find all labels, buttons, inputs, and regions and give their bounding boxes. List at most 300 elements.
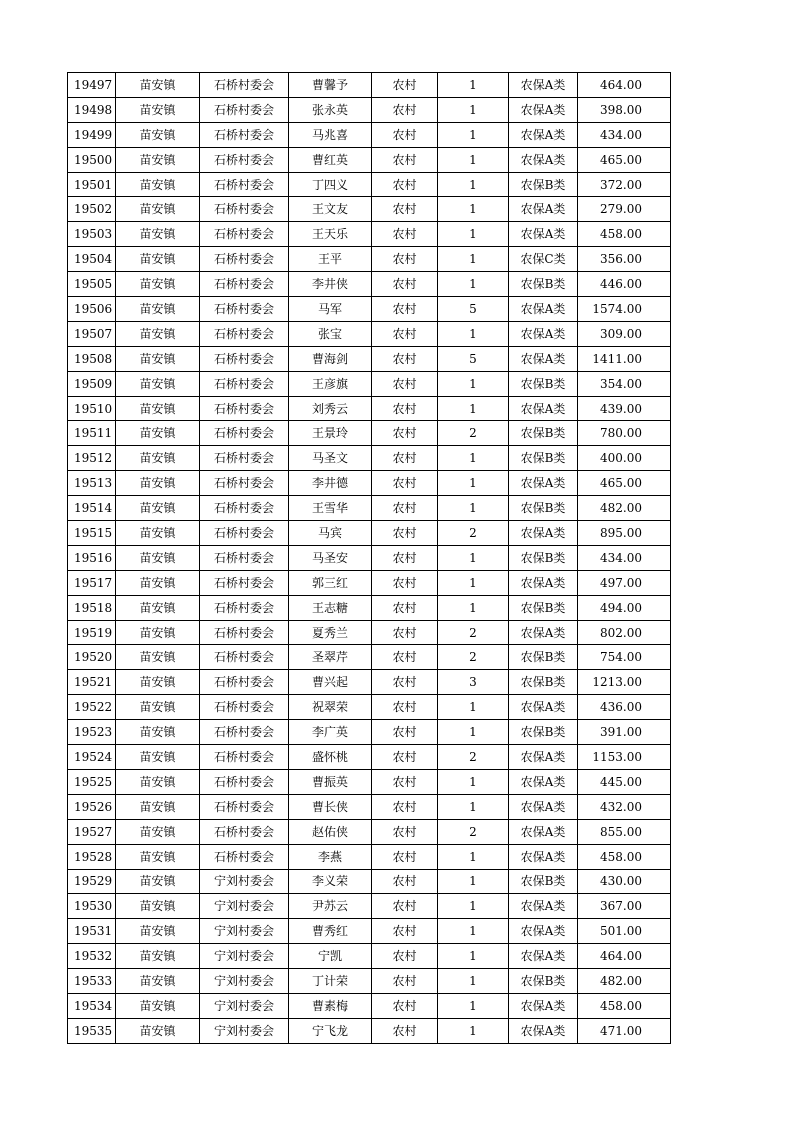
household-type-cell: 农村: [372, 620, 438, 645]
amount-cell: 372.00: [578, 172, 671, 197]
household-type-cell: 农村: [372, 421, 438, 446]
name-cell: 王文友: [289, 197, 372, 222]
table-row: [68, 122, 671, 147]
amount-cell: 501.00: [578, 919, 671, 944]
record-id-cell: 19525: [68, 769, 116, 794]
name-cell: 王志糖: [289, 595, 372, 620]
household-type-cell: 农村: [372, 172, 438, 197]
record-id-cell: 19521: [68, 670, 116, 695]
town-cell: 苗安镇: [116, 73, 200, 98]
town-cell: 苗安镇: [116, 421, 200, 446]
name-cell: 宁凯: [289, 944, 372, 969]
household-type-cell: 农村: [372, 272, 438, 297]
insurance-category-cell: 农保B类: [509, 720, 578, 745]
town-cell: 苗安镇: [116, 122, 200, 147]
name-cell: 马军: [289, 297, 372, 322]
amount-cell: 445.00: [578, 769, 671, 794]
table-row: [68, 371, 671, 396]
village-committee-cell: 石桥村委会: [200, 844, 289, 869]
record-id-cell: 19503: [68, 222, 116, 247]
village-committee-cell: 石桥村委会: [200, 272, 289, 297]
person-count-cell: 1: [438, 396, 509, 421]
amount-cell: 802.00: [578, 620, 671, 645]
table-row: [68, 769, 671, 794]
insurance-category-cell: 农保A类: [509, 521, 578, 546]
village-committee-cell: 石桥村委会: [200, 122, 289, 147]
town-cell: 苗安镇: [116, 919, 200, 944]
name-cell: 曹秀红: [289, 919, 372, 944]
record-id-cell: 19533: [68, 969, 116, 994]
amount-cell: 464.00: [578, 944, 671, 969]
insurance-category-cell: 农保B类: [509, 670, 578, 695]
person-count-cell: 1: [438, 496, 509, 521]
record-id-cell: 19508: [68, 346, 116, 371]
person-count-cell: 1: [438, 172, 509, 197]
record-id-cell: 19517: [68, 570, 116, 595]
household-type-cell: 农村: [372, 844, 438, 869]
record-id-cell: 19507: [68, 321, 116, 346]
household-type-cell: 农村: [372, 371, 438, 396]
record-id-cell: 19519: [68, 620, 116, 645]
name-cell: 丁计荣: [289, 969, 372, 994]
table-row: [68, 844, 671, 869]
insurance-category-cell: 农保A类: [509, 73, 578, 98]
person-count-cell: 1: [438, 122, 509, 147]
village-committee-cell: 石桥村委会: [200, 496, 289, 521]
insurance-category-cell: 农保B类: [509, 272, 578, 297]
village-committee-cell: 宁刘村委会: [200, 944, 289, 969]
name-cell: 李井侠: [289, 272, 372, 297]
amount-cell: 1574.00: [578, 297, 671, 322]
insurance-category-cell: 农保A类: [509, 122, 578, 147]
town-cell: 苗安镇: [116, 720, 200, 745]
amount-cell: 436.00: [578, 695, 671, 720]
record-id-cell: 19498: [68, 97, 116, 122]
record-id-cell: 19530: [68, 894, 116, 919]
town-cell: 苗安镇: [116, 396, 200, 421]
town-cell: 苗安镇: [116, 969, 200, 994]
name-cell: 李井德: [289, 471, 372, 496]
person-count-cell: 1: [438, 869, 509, 894]
amount-cell: 439.00: [578, 396, 671, 421]
name-cell: 圣翠芹: [289, 645, 372, 670]
person-count-cell: 3: [438, 670, 509, 695]
name-cell: 王景玲: [289, 421, 372, 446]
name-cell: 宁飞龙: [289, 1018, 372, 1043]
village-committee-cell: 石桥村委会: [200, 421, 289, 446]
village-committee-cell: 石桥村委会: [200, 769, 289, 794]
insurance-category-cell: 农保A类: [509, 993, 578, 1018]
town-cell: 苗安镇: [116, 869, 200, 894]
village-committee-cell: 石桥村委会: [200, 545, 289, 570]
amount-cell: 309.00: [578, 321, 671, 346]
town-cell: 苗安镇: [116, 819, 200, 844]
person-count-cell: 5: [438, 297, 509, 322]
insurance-category-cell: 农保A类: [509, 794, 578, 819]
record-id-cell: 19515: [68, 521, 116, 546]
table-row: [68, 969, 671, 994]
person-count-cell: 1: [438, 321, 509, 346]
person-count-cell: 2: [438, 620, 509, 645]
insurance-category-cell: 农保A类: [509, 844, 578, 869]
person-count-cell: 1: [438, 222, 509, 247]
town-cell: 苗安镇: [116, 944, 200, 969]
village-committee-cell: 石桥村委会: [200, 247, 289, 272]
relief-roster-table: [67, 72, 671, 1044]
name-cell: 张宝: [289, 321, 372, 346]
household-type-cell: 农村: [372, 446, 438, 471]
insurance-category-cell: 农保A类: [509, 620, 578, 645]
record-id-cell: 19524: [68, 745, 116, 770]
record-id-cell: 19510: [68, 396, 116, 421]
village-committee-cell: 石桥村委会: [200, 471, 289, 496]
village-committee-cell: 石桥村委会: [200, 620, 289, 645]
table-row: [68, 197, 671, 222]
amount-cell: 1411.00: [578, 346, 671, 371]
record-id-cell: 19523: [68, 720, 116, 745]
village-committee-cell: 石桥村委会: [200, 446, 289, 471]
town-cell: 苗安镇: [116, 695, 200, 720]
town-cell: 苗安镇: [116, 446, 200, 471]
village-committee-cell: 宁刘村委会: [200, 1018, 289, 1043]
amount-cell: 354.00: [578, 371, 671, 396]
amount-cell: 446.00: [578, 272, 671, 297]
amount-cell: 434.00: [578, 545, 671, 570]
household-type-cell: 农村: [372, 346, 438, 371]
person-count-cell: 1: [438, 695, 509, 720]
name-cell: 王天乐: [289, 222, 372, 247]
insurance-category-cell: 农保A类: [509, 819, 578, 844]
town-cell: 苗安镇: [116, 521, 200, 546]
name-cell: 马圣文: [289, 446, 372, 471]
table-row: [68, 670, 671, 695]
insurance-category-cell: 农保B类: [509, 446, 578, 471]
person-count-cell: 2: [438, 819, 509, 844]
town-cell: 苗安镇: [116, 172, 200, 197]
person-count-cell: 2: [438, 645, 509, 670]
amount-cell: 497.00: [578, 570, 671, 595]
household-type-cell: 农村: [372, 122, 438, 147]
insurance-category-cell: 农保B类: [509, 545, 578, 570]
amount-cell: 482.00: [578, 969, 671, 994]
village-committee-cell: 宁刘村委会: [200, 969, 289, 994]
town-cell: 苗安镇: [116, 272, 200, 297]
person-count-cell: 1: [438, 919, 509, 944]
record-id-cell: 19518: [68, 595, 116, 620]
household-type-cell: 农村: [372, 720, 438, 745]
person-count-cell: 1: [438, 471, 509, 496]
insurance-category-cell: 农保A类: [509, 919, 578, 944]
amount-cell: 464.00: [578, 73, 671, 98]
village-committee-cell: 宁刘村委会: [200, 993, 289, 1018]
household-type-cell: 农村: [372, 197, 438, 222]
amount-cell: 1213.00: [578, 670, 671, 695]
table-row: [68, 1018, 671, 1043]
town-cell: 苗安镇: [116, 595, 200, 620]
village-committee-cell: 石桥村委会: [200, 745, 289, 770]
amount-cell: 458.00: [578, 993, 671, 1018]
insurance-category-cell: 农保B类: [509, 371, 578, 396]
person-count-cell: 1: [438, 197, 509, 222]
table-row: [68, 321, 671, 346]
village-committee-cell: 石桥村委会: [200, 819, 289, 844]
name-cell: 赵佑侠: [289, 819, 372, 844]
name-cell: 马宾: [289, 521, 372, 546]
table-body: [68, 73, 671, 1044]
name-cell: 马圣安: [289, 545, 372, 570]
name-cell: 王雪华: [289, 496, 372, 521]
insurance-category-cell: 农保A类: [509, 1018, 578, 1043]
village-committee-cell: 石桥村委会: [200, 346, 289, 371]
village-committee-cell: 石桥村委会: [200, 197, 289, 222]
amount-cell: 754.00: [578, 645, 671, 670]
name-cell: 李广英: [289, 720, 372, 745]
name-cell: 祝翠荣: [289, 695, 372, 720]
amount-cell: 458.00: [578, 844, 671, 869]
town-cell: 苗安镇: [116, 844, 200, 869]
record-id-cell: 19499: [68, 122, 116, 147]
village-committee-cell: 宁刘村委会: [200, 869, 289, 894]
record-id-cell: 19514: [68, 496, 116, 521]
person-count-cell: 2: [438, 521, 509, 546]
name-cell: 丁四义: [289, 172, 372, 197]
village-committee-cell: 石桥村委会: [200, 172, 289, 197]
insurance-category-cell: 农保B类: [509, 645, 578, 670]
table-row: [68, 819, 671, 844]
record-id-cell: 19516: [68, 545, 116, 570]
name-cell: 尹苏云: [289, 894, 372, 919]
person-count-cell: 1: [438, 147, 509, 172]
amount-cell: 434.00: [578, 122, 671, 147]
table-row: [68, 595, 671, 620]
insurance-category-cell: 农保A类: [509, 297, 578, 322]
table-row: [68, 172, 671, 197]
table-row: [68, 272, 671, 297]
household-type-cell: 农村: [372, 222, 438, 247]
village-committee-cell: 石桥村委会: [200, 396, 289, 421]
village-committee-cell: 石桥村委会: [200, 720, 289, 745]
table-row: [68, 919, 671, 944]
person-count-cell: 2: [438, 745, 509, 770]
person-count-cell: 1: [438, 97, 509, 122]
household-type-cell: 农村: [372, 595, 438, 620]
town-cell: 苗安镇: [116, 496, 200, 521]
village-committee-cell: 宁刘村委会: [200, 894, 289, 919]
person-count-cell: 5: [438, 346, 509, 371]
household-type-cell: 农村: [372, 1018, 438, 1043]
amount-cell: 458.00: [578, 222, 671, 247]
insurance-category-cell: 农保B类: [509, 595, 578, 620]
record-id-cell: 19504: [68, 247, 116, 272]
name-cell: 李燕: [289, 844, 372, 869]
record-id-cell: 19497: [68, 73, 116, 98]
table-row: [68, 446, 671, 471]
name-cell: 曹馨予: [289, 73, 372, 98]
town-cell: 苗安镇: [116, 371, 200, 396]
household-type-cell: 农村: [372, 919, 438, 944]
household-type-cell: 农村: [372, 993, 438, 1018]
amount-cell: 391.00: [578, 720, 671, 745]
amount-cell: 400.00: [578, 446, 671, 471]
amount-cell: 430.00: [578, 869, 671, 894]
insurance-category-cell: 农保A类: [509, 147, 578, 172]
town-cell: 苗安镇: [116, 97, 200, 122]
person-count-cell: 2: [438, 421, 509, 446]
person-count-cell: 1: [438, 993, 509, 1018]
amount-cell: 482.00: [578, 496, 671, 521]
household-type-cell: 农村: [372, 969, 438, 994]
household-type-cell: 农村: [372, 794, 438, 819]
name-cell: 曹长侠: [289, 794, 372, 819]
town-cell: 苗安镇: [116, 794, 200, 819]
name-cell: 曹红英: [289, 147, 372, 172]
village-committee-cell: 石桥村委会: [200, 73, 289, 98]
insurance-category-cell: 农保B类: [509, 969, 578, 994]
person-count-cell: 1: [438, 794, 509, 819]
table-row: [68, 869, 671, 894]
insurance-category-cell: 农保B类: [509, 496, 578, 521]
record-id-cell: 19512: [68, 446, 116, 471]
household-type-cell: 农村: [372, 147, 438, 172]
name-cell: 曹振英: [289, 769, 372, 794]
table-row: [68, 695, 671, 720]
insurance-category-cell: 农保A类: [509, 769, 578, 794]
town-cell: 苗安镇: [116, 670, 200, 695]
amount-cell: 895.00: [578, 521, 671, 546]
record-id-cell: 19511: [68, 421, 116, 446]
table-row: [68, 247, 671, 272]
amount-cell: 465.00: [578, 147, 671, 172]
village-committee-cell: 石桥村委会: [200, 570, 289, 595]
name-cell: 李义荣: [289, 869, 372, 894]
household-type-cell: 农村: [372, 496, 438, 521]
record-id-cell: 19520: [68, 645, 116, 670]
household-type-cell: 农村: [372, 894, 438, 919]
insurance-category-cell: 农保C类: [509, 247, 578, 272]
person-count-cell: 1: [438, 944, 509, 969]
table-row: [68, 545, 671, 570]
table-row: [68, 421, 671, 446]
table-row: [68, 97, 671, 122]
household-type-cell: 农村: [372, 247, 438, 272]
town-cell: 苗安镇: [116, 745, 200, 770]
household-type-cell: 农村: [372, 521, 438, 546]
town-cell: 苗安镇: [116, 222, 200, 247]
household-type-cell: 农村: [372, 396, 438, 421]
household-type-cell: 农村: [372, 944, 438, 969]
table-row: [68, 745, 671, 770]
household-type-cell: 农村: [372, 545, 438, 570]
insurance-category-cell: 农保A类: [509, 745, 578, 770]
amount-cell: 471.00: [578, 1018, 671, 1043]
amount-cell: 356.00: [578, 247, 671, 272]
record-id-cell: 19509: [68, 371, 116, 396]
town-cell: 苗安镇: [116, 620, 200, 645]
table-row: [68, 471, 671, 496]
person-count-cell: 1: [438, 570, 509, 595]
table-row: [68, 720, 671, 745]
record-id-cell: 19506: [68, 297, 116, 322]
table-row: [68, 297, 671, 322]
village-committee-cell: 石桥村委会: [200, 321, 289, 346]
table-row: [68, 993, 671, 1018]
town-cell: 苗安镇: [116, 769, 200, 794]
village-committee-cell: 石桥村委会: [200, 521, 289, 546]
amount-cell: 780.00: [578, 421, 671, 446]
household-type-cell: 农村: [372, 670, 438, 695]
household-type-cell: 农村: [372, 570, 438, 595]
insurance-category-cell: 农保B类: [509, 421, 578, 446]
amount-cell: 367.00: [578, 894, 671, 919]
table-row: [68, 496, 671, 521]
household-type-cell: 农村: [372, 645, 438, 670]
village-committee-cell: 石桥村委会: [200, 670, 289, 695]
village-committee-cell: 石桥村委会: [200, 645, 289, 670]
insurance-category-cell: 农保A类: [509, 321, 578, 346]
person-count-cell: 1: [438, 272, 509, 297]
household-type-cell: 农村: [372, 869, 438, 894]
insurance-category-cell: 农保A类: [509, 894, 578, 919]
name-cell: 曹素梅: [289, 993, 372, 1018]
person-count-cell: 1: [438, 446, 509, 471]
name-cell: 夏秀兰: [289, 620, 372, 645]
name-cell: 曹兴起: [289, 670, 372, 695]
person-count-cell: 1: [438, 595, 509, 620]
insurance-category-cell: 农保A类: [509, 222, 578, 247]
household-type-cell: 农村: [372, 321, 438, 346]
record-id-cell: 19526: [68, 794, 116, 819]
person-count-cell: 1: [438, 545, 509, 570]
household-type-cell: 农村: [372, 769, 438, 794]
amount-cell: 432.00: [578, 794, 671, 819]
name-cell: 马兆喜: [289, 122, 372, 147]
record-id-cell: 19501: [68, 172, 116, 197]
town-cell: 苗安镇: [116, 1018, 200, 1043]
town-cell: 苗安镇: [116, 545, 200, 570]
insurance-category-cell: 农保A类: [509, 695, 578, 720]
person-count-cell: 1: [438, 720, 509, 745]
household-type-cell: 农村: [372, 695, 438, 720]
record-id-cell: 19522: [68, 695, 116, 720]
person-count-cell: 1: [438, 73, 509, 98]
record-id-cell: 19505: [68, 272, 116, 297]
table-row: [68, 396, 671, 421]
table-row: [68, 645, 671, 670]
insurance-category-cell: 农保B类: [509, 869, 578, 894]
amount-cell: 494.00: [578, 595, 671, 620]
name-cell: 盛怀桃: [289, 745, 372, 770]
household-type-cell: 农村: [372, 471, 438, 496]
person-count-cell: 1: [438, 371, 509, 396]
town-cell: 苗安镇: [116, 993, 200, 1018]
insurance-category-cell: 农保A类: [509, 346, 578, 371]
person-count-cell: 1: [438, 894, 509, 919]
table-row: [68, 620, 671, 645]
name-cell: 刘秀云: [289, 396, 372, 421]
amount-cell: 279.00: [578, 197, 671, 222]
amount-cell: 855.00: [578, 819, 671, 844]
village-committee-cell: 宁刘村委会: [200, 919, 289, 944]
record-id-cell: 19513: [68, 471, 116, 496]
person-count-cell: 1: [438, 969, 509, 994]
table-row: [68, 894, 671, 919]
record-id-cell: 19527: [68, 819, 116, 844]
household-type-cell: 农村: [372, 73, 438, 98]
village-committee-cell: 石桥村委会: [200, 371, 289, 396]
table-row: [68, 944, 671, 969]
amount-cell: 398.00: [578, 97, 671, 122]
town-cell: 苗安镇: [116, 197, 200, 222]
